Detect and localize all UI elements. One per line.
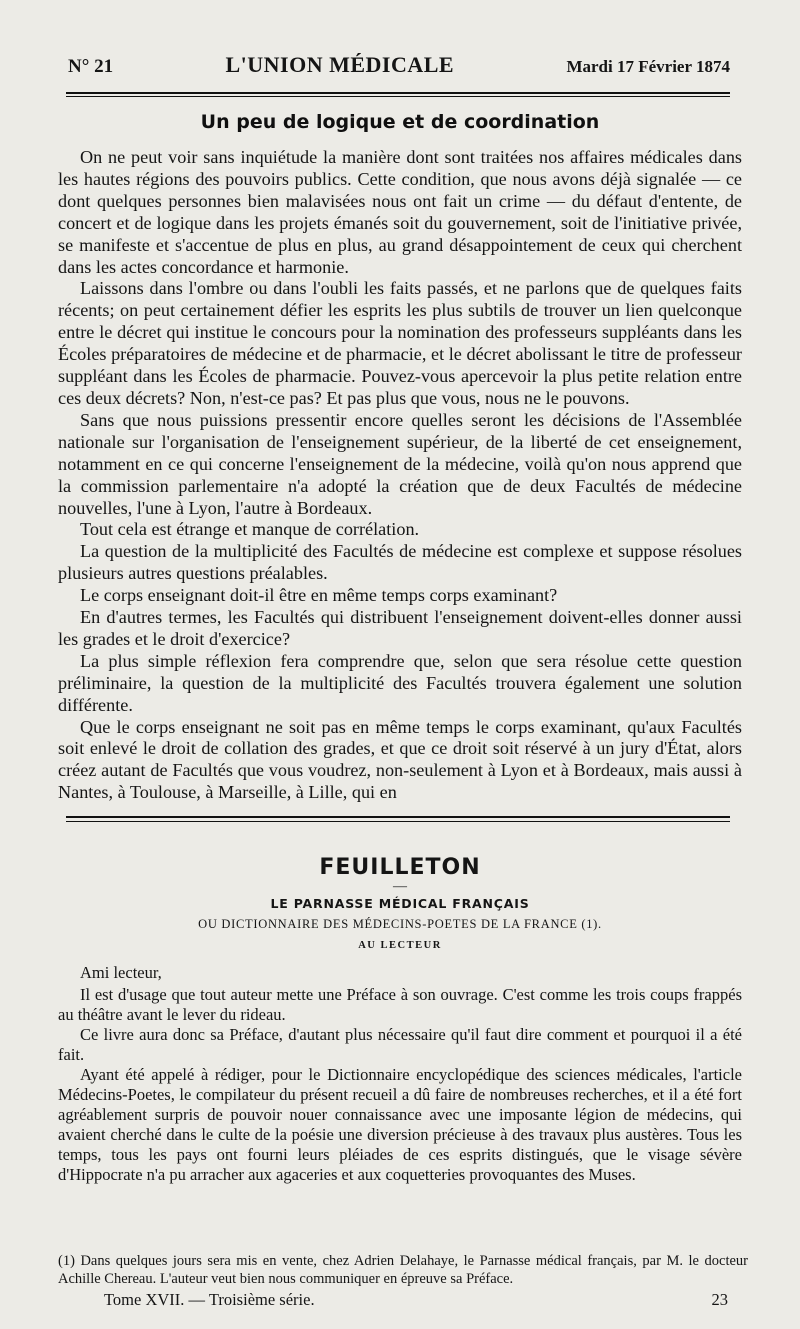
greeting: Ami lecteur, xyxy=(80,963,162,982)
footnote: (1) Dans quelques jours sera mis en vente, chez Adrien Delahaye, le Parnasse médical français, par M. le docteur Achille Chereau. L'auteur veut bien nous communiquer en épreuve sa Préface. xyxy=(58,1253,748,1287)
feuilleton-paragraph: Il est d'usage que tout auteur mette une Préface à son ouvrage. C'est comme les trois coups frappés au théâtre avant le lever du rideau. xyxy=(58,985,742,1024)
issue-number: N° 21 xyxy=(68,56,114,77)
feuilleton-rule xyxy=(66,816,730,818)
article-paragraph: La question de la multiplicité des Facultés de médecine est complexe et suppose résolues plusieurs autres questions préalables. xyxy=(58,541,742,584)
article-paragraph: On ne peut voir sans inquiétude la manière dont sont traitées nos affaires médicales dans les hautes régions des pouvoirs publics. Cette condition, que nous avons déjà signalée — ce dont quelques personnes bien malavisées nous ont fait un crime — du défaut d'entente, de concert et de logique dans les projets émanés soit du gouvernement, soit de l'initiative privée, se manifeste et s'accentue de plus en plus, au grand désappointement de ceux qui cherchent dans les actes concordance et harmonie. xyxy=(58,147,742,277)
feuilleton-rule-thin xyxy=(66,821,730,822)
article-title: Un peu de logique et de coordination xyxy=(200,111,600,133)
feuilleton-title: FEUILLETON xyxy=(319,855,481,880)
article-paragraph: Que le corps enseignant ne soit pas en même temps le corps examinant, qu'aux Facultés soit enlevé le droit de collation des grades, et que ce droit soit réservé à un jury d'État, alors créez autant de Facultés que vous voudrez, non-seulement à Lyon et à Bordeaux, mais aussi à Nantes, à Toulouse, à Marseille, à Lille, qui en xyxy=(58,716,742,803)
article-paragraph: Tout cela est étrange et manque de corrélation. xyxy=(80,519,420,540)
article-paragraph: Laissons dans l'ombre ou dans l'oubli les faits passés, et ne parlons que de quelques faits récents; on peut certainement défier les esprits les plus subtils de trouver un lien quelconque entre le décret qui institue le concours pour la nomination des professeurs suppléants dans les Écoles préparatoires de médecine et de pharmacie, et le décret abolissant le titre de professeur suppléant dans les Écoles de pharmacie. Pouvez-vous apercevoir la plus petite relation entre ces deux décrets? Non, n'est-ce pas? Et pas plus que vous, nous ne le pouvons. xyxy=(58,278,742,408)
issue-date: Mardi 17 Février 1874 xyxy=(566,57,730,76)
feuilleton-paragraph: Ayant été appelé à rédiger, pour le Dictionnaire encyclopédique des sciences médicales, l'article Médecins-Poetes, le compilateur du présent recueil a dû faire de nombreuses recherches, et il a été fort agréablement surpris de pouvoir nouer connaissance avec une imposante légion de médecins, qui avaient cherché dans le culte de la poésie une diversion précieuse à des travaux plus austères. Tous les temps, tous les pays ont fourni leurs pléiades de ces esprits distingués, que le visage sévère d'Hippocrate n'a pu arracher aux agaceries et aux coquetteries provoquantes des Muses. xyxy=(58,1065,742,1184)
page-footer xyxy=(104,1290,728,1310)
feuilleton-paragraph: Ce livre aura donc sa Préface, d'autant plus nécessaire qu'il faut dire comment et pourquoi il a été fait. xyxy=(58,1025,742,1064)
volume-info: Tome XVII. — Troisième série. xyxy=(104,1290,315,1309)
article-paragraph: Le corps enseignant doit-il être en même temps corps examinant? xyxy=(80,585,558,606)
page-header xyxy=(68,52,730,88)
article-paragraph: La plus simple réflexion fera comprendre que, selon que sera résolue cette question préliminaire, la question de la multiplicité des Facultés trouvera également une solution différente. xyxy=(58,650,742,715)
article-paragraph: Sans que nous puissions pressentir encore quelles seront les décisions de l'Assemblée nationale sur l'organisation de l'enseignement supérieur, de la liberté de cet enseignement, notamment en ce qui concerne l'enseignement de la médecine, voilà qu'on nous apprend que la commission parlementaire n'a adopté la création que de deux Facultés de médecine nouvelles, l'une à Lyon, l'autre à Bordeaux. xyxy=(58,409,742,518)
feuilleton-section xyxy=(58,855,742,1185)
journal-title: L'UNION MÉDICALE xyxy=(225,52,455,77)
feuilleton-subtitle-2: OU DICTIONNAIRE DES MÉDECINS-POETES DE LA FRANCE (1). xyxy=(198,917,602,931)
article-paragraph: En d'autres termes, les Facultés qui distribuent l'enseignement doivent-elles donner aussi les grades et le droit d'exercice? xyxy=(58,607,742,649)
page-number: 23 xyxy=(711,1290,728,1309)
au-lecteur-heading: AU LECTEUR xyxy=(358,940,442,951)
editorial-article xyxy=(58,105,742,804)
title-divider: — xyxy=(393,879,407,894)
feuilleton-subtitle: LE PARNASSE MÉDICAL FRANÇAIS xyxy=(270,896,530,911)
header-rule xyxy=(66,92,730,94)
header-rule-thin xyxy=(66,96,730,97)
